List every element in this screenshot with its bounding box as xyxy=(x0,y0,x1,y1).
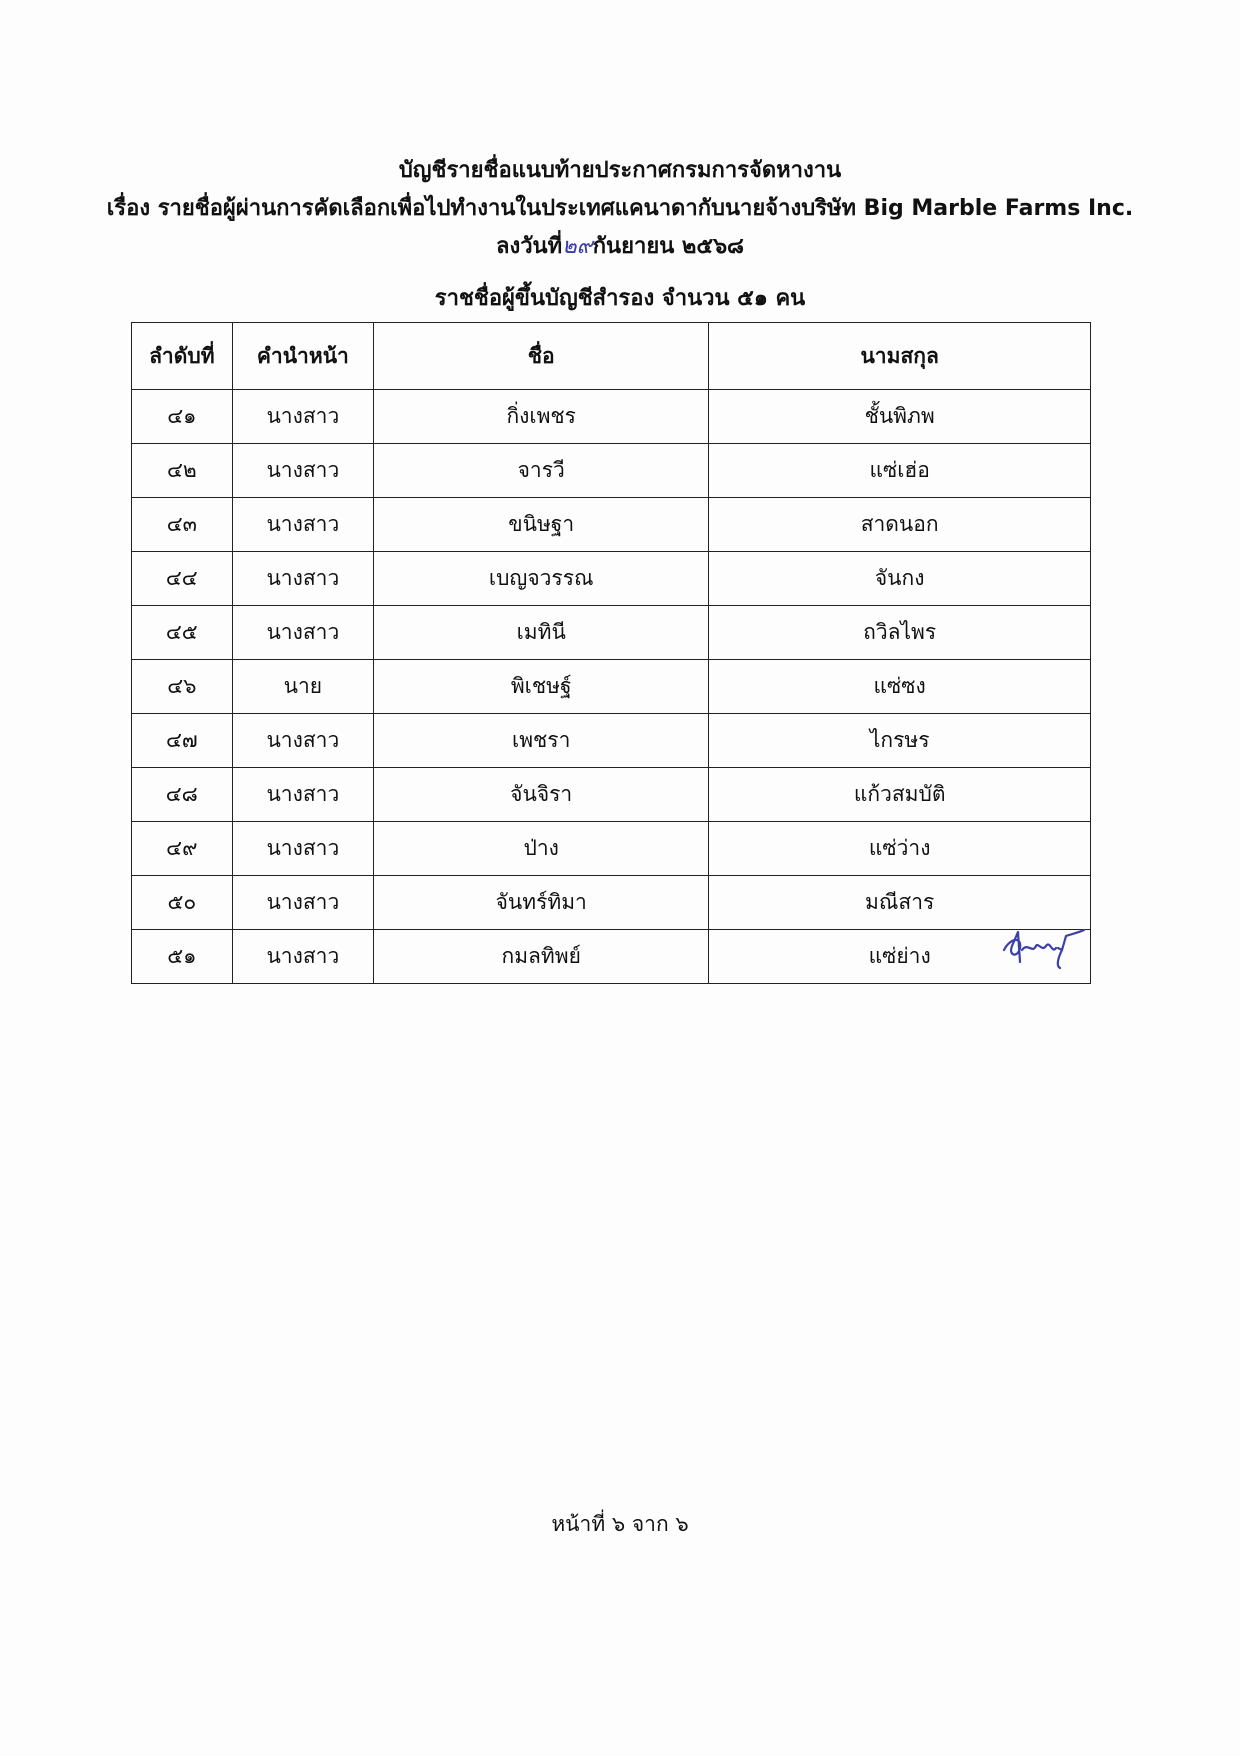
name-list-table xyxy=(131,322,1091,984)
cell-title: นางสาว xyxy=(232,498,373,552)
cell-no: ๔๑ xyxy=(132,390,233,444)
cell-title: นางสาว xyxy=(232,390,373,444)
cell-last-name: แซ่ว่าง xyxy=(709,822,1091,876)
table-row xyxy=(132,930,1091,984)
cell-first-name: จารวี xyxy=(374,444,709,498)
table-row xyxy=(132,444,1091,498)
table-row xyxy=(132,768,1091,822)
cell-title: นางสาว xyxy=(232,768,373,822)
cell-first-name: จันจิรา xyxy=(374,768,709,822)
date-prefix: ลงวันที่ xyxy=(495,234,563,259)
cell-last-name: แซ่ย่าง xyxy=(709,930,1091,984)
cell-no: ๔๘ xyxy=(132,768,233,822)
cell-title: นางสาว xyxy=(232,606,373,660)
cell-no: ๔๗ xyxy=(132,714,233,768)
cell-last-name: แซ่เฮ่อ xyxy=(709,444,1091,498)
cell-no: ๔๓ xyxy=(132,498,233,552)
column-header-title: คำนำหน้า xyxy=(232,323,373,390)
cell-no: ๔๕ xyxy=(132,606,233,660)
cell-no: ๔๖ xyxy=(132,660,233,714)
cell-title: นาย xyxy=(232,660,373,714)
cell-last-name: แก้วสมบัติ xyxy=(709,768,1091,822)
cell-no: ๕๑ xyxy=(132,930,233,984)
cell-last-name: สาดนอก xyxy=(709,498,1091,552)
cell-title: นางสาว xyxy=(232,444,373,498)
cell-no: ๔๔ xyxy=(132,552,233,606)
date-suffix: กันยายน ๒๕๖๘ xyxy=(592,234,745,259)
cell-last-name: แซ่ซง xyxy=(709,660,1091,714)
cell-last-name: มณีสาร xyxy=(709,876,1091,930)
table-row xyxy=(132,876,1091,930)
date-day-handwritten: ๒๙ xyxy=(562,234,593,259)
cell-no: ๔๒ xyxy=(132,444,233,498)
document-title: บัญชีรายชื่อแนบท้ายประกาศกรมการจัดหางาน xyxy=(398,158,842,183)
column-header-no: ลำดับที่ xyxy=(132,323,233,390)
column-header-last-name: นามสกุล xyxy=(709,323,1091,390)
table-row xyxy=(132,822,1091,876)
cell-first-name: กิ่งเพชร xyxy=(374,390,709,444)
handwritten-signature-icon xyxy=(1000,928,1086,970)
table-row xyxy=(132,552,1091,606)
cell-last-name: จันกง xyxy=(709,552,1091,606)
column-header-first-name: ชื่อ xyxy=(374,323,709,390)
table-row xyxy=(132,660,1091,714)
cell-last-name: ถวิลไพร xyxy=(709,606,1091,660)
list-subtitle: ราชชื่อผู้ขึ้นบัญชีสำรอง จำนวน ๕๑ คน xyxy=(434,286,806,311)
page-number: หน้าที่ ๖ จาก ๖ xyxy=(551,1512,689,1536)
table-row xyxy=(132,714,1091,768)
cell-first-name: จันทร์ทิมา xyxy=(374,876,709,930)
cell-no: ๔๙ xyxy=(132,822,233,876)
cell-first-name: พิเชษฐ์ xyxy=(374,660,709,714)
document-date xyxy=(0,228,1240,263)
cell-last-name: ชั้นพิภพ xyxy=(709,390,1091,444)
document-subject: เรื่อง รายชื่อผู้ผ่านการคัดเลือกเพื่อไปทำงานในประเทศแคนาดากับนายจ้างบริษัท Big Marble Farms Inc. xyxy=(106,196,1134,221)
table-row xyxy=(132,498,1091,552)
cell-first-name: กมลทิพย์ xyxy=(374,930,709,984)
table-row xyxy=(132,606,1091,660)
cell-first-name: ป่าง xyxy=(374,822,709,876)
cell-title: นางสาว xyxy=(232,552,373,606)
cell-title: นางสาว xyxy=(232,714,373,768)
cell-title: นางสาว xyxy=(232,876,373,930)
cell-first-name: เบญจวรรณ xyxy=(374,552,709,606)
cell-first-name: เมทินี xyxy=(374,606,709,660)
cell-no: ๕๐ xyxy=(132,876,233,930)
cell-last-name: ไกรษร xyxy=(709,714,1091,768)
table-row xyxy=(132,390,1091,444)
cell-title: นางสาว xyxy=(232,930,373,984)
table-header-row xyxy=(132,323,1091,390)
cell-first-name: ขนิษฐา xyxy=(374,498,709,552)
cell-first-name: เพชรา xyxy=(374,714,709,768)
cell-title: นางสาว xyxy=(232,822,373,876)
